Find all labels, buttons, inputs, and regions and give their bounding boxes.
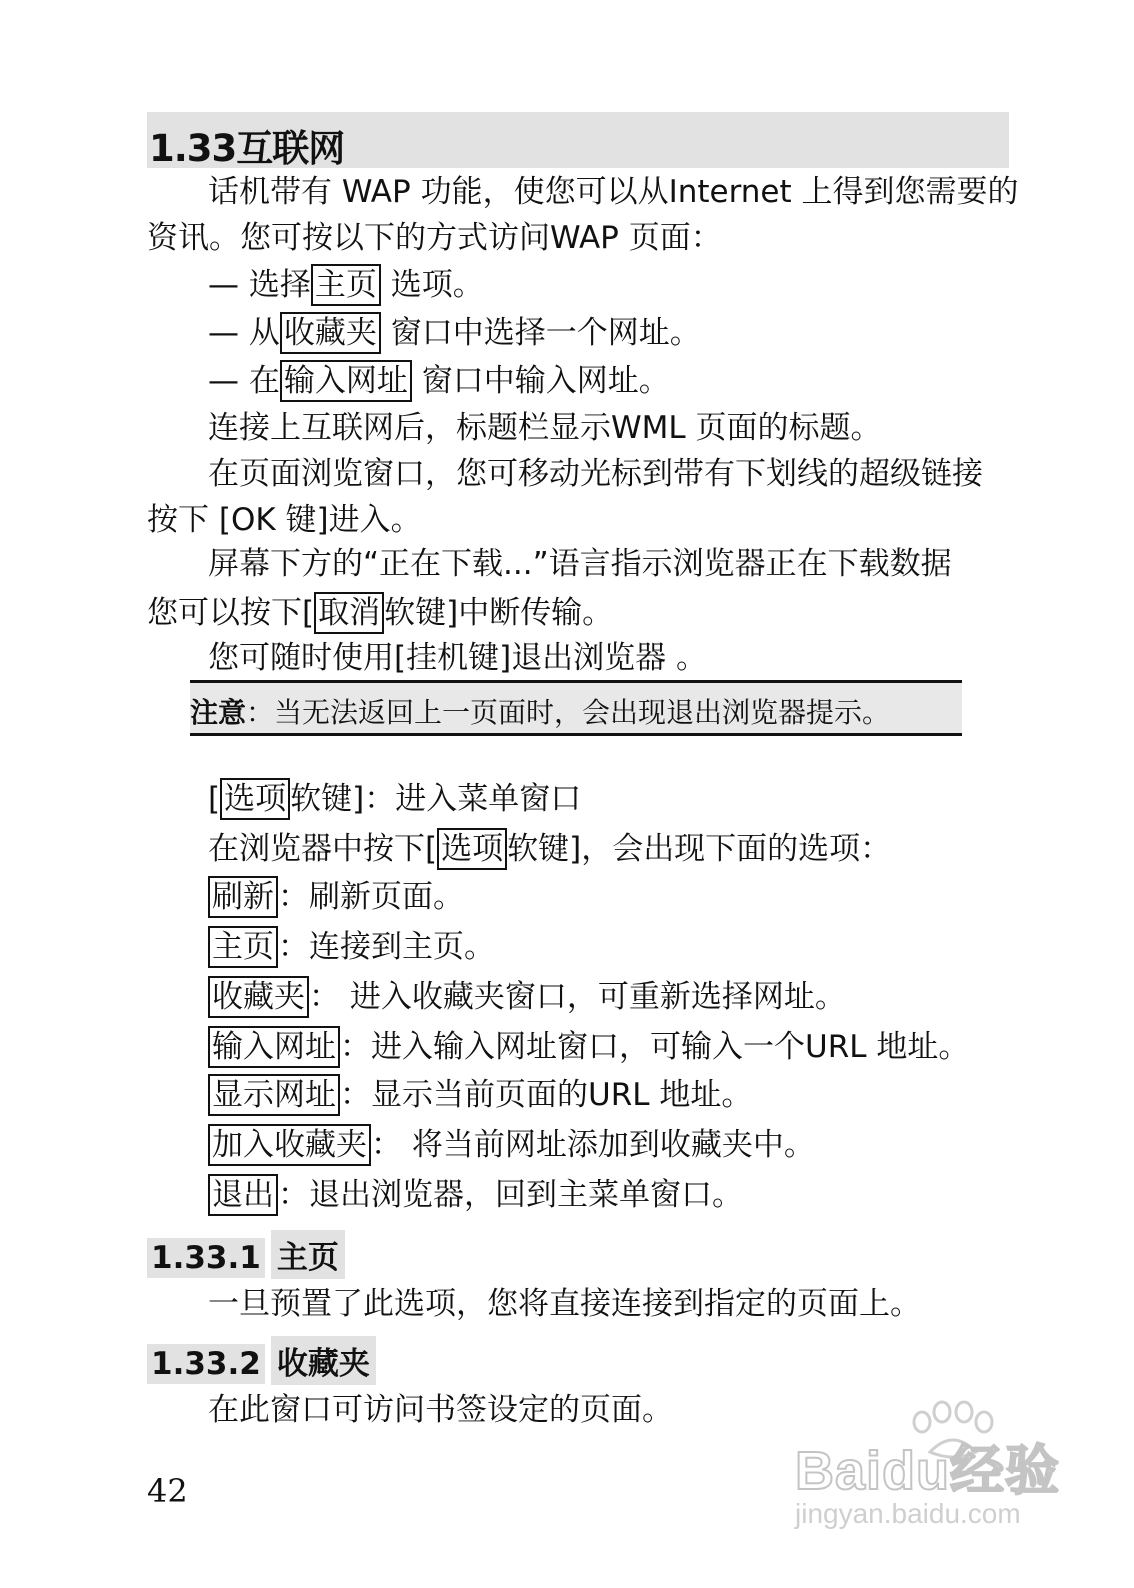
softkey-box: 输入网址 [280,360,412,402]
option-key: 刷新 [208,876,278,918]
subsection-number: 1.33.2 [147,1344,265,1384]
bullet-dash: — [208,315,239,351]
option-desc: ：连接到主页。 [278,929,495,965]
softkey-box: 选项 [437,828,507,870]
option-desc: ：显示当前页面的URL 地址。 [340,1077,753,1113]
option-desc: ： 将当前网址添加到收藏夹中。 [371,1127,815,1163]
subsection-number: 1.33.1 [147,1238,265,1278]
option-item [208,976,846,1018]
paragraph-connected: 连接上互联网后，标题栏显示WML 页面的标题。 [208,410,882,446]
options-line-1 [208,778,581,820]
option-item [208,1124,815,1166]
bullet-dash: — [208,363,239,399]
paragraph-browse-1: 在页面浏览窗口，您可移动光标到带有下划线的超级链接 [208,456,983,492]
subsection-heading [147,1230,345,1279]
intro-line-2: 资讯。您可按以下的方式访问WAP 页面： [147,220,722,256]
option-desc: ：刷新页面。 [278,879,464,915]
option-item [208,1074,752,1116]
text-fragment: 在浏览器中按下[ [208,831,438,867]
subsection-heading [147,1336,376,1385]
section-heading [147,112,1009,168]
bullet-pre: 选择 [248,267,311,303]
bullet-post: 选项。 [390,267,484,303]
option-desc: ：退出浏览器，回到主菜单窗口。 [278,1177,743,1213]
subsection-body: 在此窗口可访问书签设定的页面。 [208,1392,673,1428]
bullet-post: 窗口中选择一个网址。 [390,315,701,351]
note-box [190,680,962,736]
bullet-pre: 从 [248,315,280,351]
section-title: 1.33互联网 [149,127,345,170]
option-desc: ： 进入收藏夹窗口，可重新选择网址。 [309,979,846,1015]
option-key: 加入收藏夹 [208,1124,371,1166]
bullet-post: 窗口中输入网址。 [421,363,670,399]
bullet-pre: 在 [248,363,280,399]
paragraph-browse-2: 按下 [OK 键]进入。 [147,502,422,538]
text-fragment: 您可以按下[ [147,595,315,631]
option-item [208,1026,969,1068]
paragraph-loading-1: 屏幕下方的“正在下载...”语言指示浏览器正在下载数据 [208,546,952,582]
watermark-logo: Baidu经验 [795,1441,1061,1501]
subsection-title: 收藏夹 [271,1336,376,1385]
option-key: 显示网址 [208,1074,340,1116]
softkey-box: 收藏夹 [280,312,381,354]
softkey-box: 主页 [311,264,381,306]
option-item [208,926,495,968]
option-desc: ：进入输入网址窗口，可输入一个URL 地址。 [340,1029,970,1065]
bullet-item [208,312,701,354]
option-item [208,1174,743,1216]
watermark-url: jingyan.baidu.com [795,1498,1021,1529]
note-label: 注意 [190,696,247,729]
note-text: ：当无法返回上一页面时，会出现退出浏览器提示。 [246,696,891,729]
bullet-dash: — [208,267,239,303]
text-fragment: 软键]，会出现下面的选项： [507,831,892,867]
paragraph-loading-2 [147,592,613,634]
bullet-item [208,264,484,306]
paragraph-exit: 您可随时使用[挂机键]退出浏览器 。 [208,640,708,676]
text-fragment: 软键]：进入菜单窗口 [290,781,582,817]
bullet-item [208,360,670,402]
subsection-title: 主页 [271,1230,345,1279]
option-key: 收藏夹 [208,976,309,1018]
baidu-watermark [790,1400,1120,1540]
page-number: 42 [147,1472,188,1510]
softkey-box: 选项 [220,778,290,820]
options-line-2 [208,828,891,870]
subsection-body: 一旦预置了此选项，您将直接连接到指定的页面上。 [208,1286,921,1322]
option-key: 主页 [208,926,278,968]
option-key: 输入网址 [208,1026,340,1068]
softkey-box: 取消 [314,592,384,634]
option-key: 退出 [208,1174,278,1216]
option-item [208,876,464,918]
intro-line-1: 话机带有 WAP 功能，使您可以从Internet 上得到您需要的 [208,174,1019,210]
text-fragment: 软键]中断传输。 [384,595,614,631]
text-fragment: [ [208,781,221,817]
